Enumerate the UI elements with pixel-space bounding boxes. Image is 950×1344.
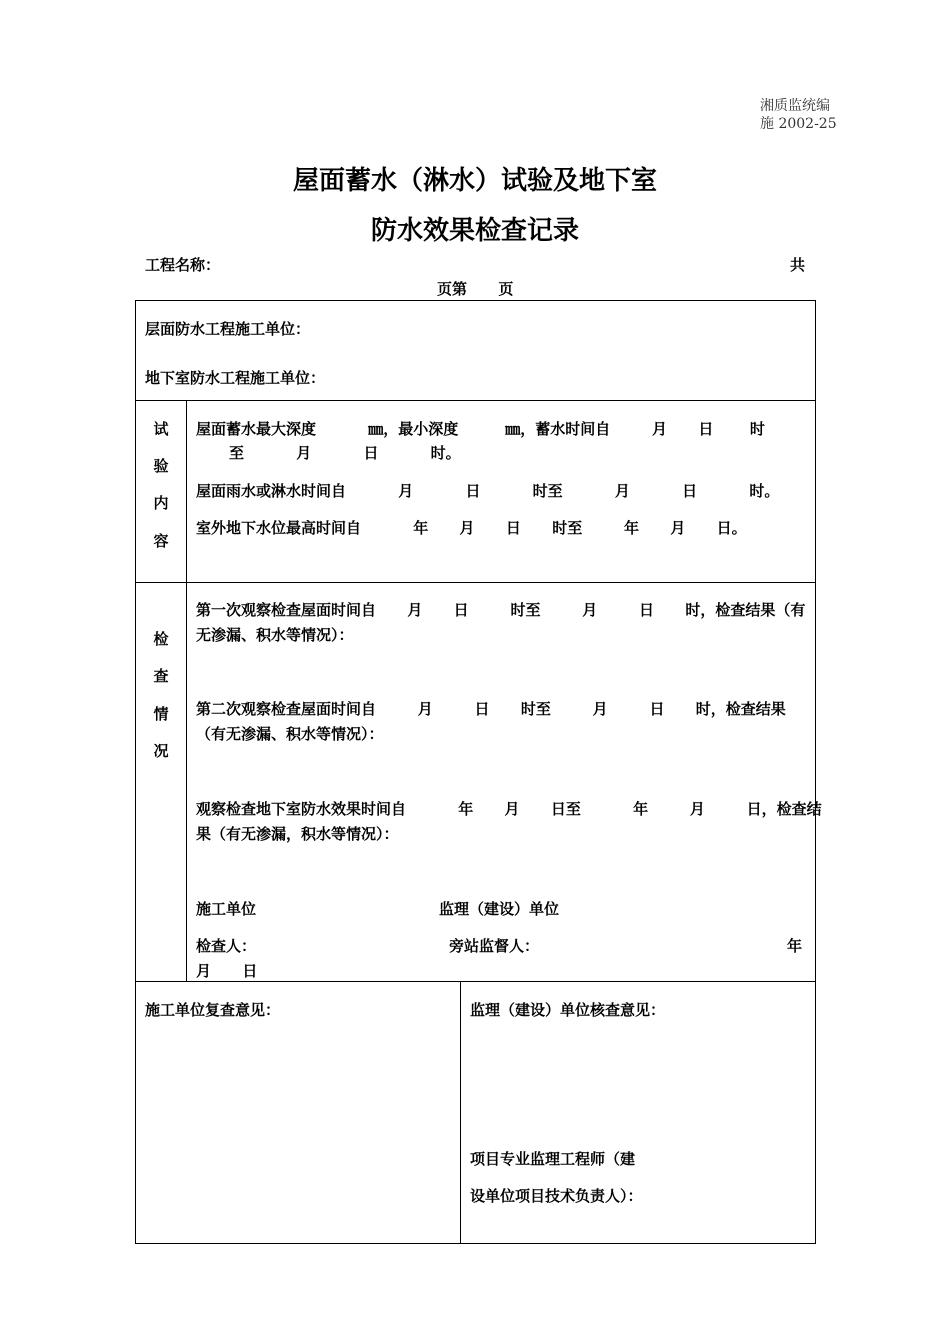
table-border-bottom [135,1243,816,1244]
basement-observation-line: 观察检查地下室防水效果时间自 年 月 日至 年 月 日，检查结 [196,800,822,818]
date-month-day-label: 月 日 [196,962,258,980]
table-border-right [815,300,816,1244]
second-observation-result-label: （有无渗漏、积水等情况）： [196,725,384,743]
second-observation-line: 第二次观察检查屋面时间自 月 日 时至 月 日 时，检查结果 [196,700,786,718]
page-number-label: 页第 页 [437,280,514,298]
roof-waterproof-unit-label: 层面防水工程施工单位： [145,320,311,338]
test-side-char: 试 [153,420,169,438]
water-storage-depth-line: 屋面蓄水最大深度 ㎜，最小深度 ㎜，蓄水时间自 月 日 时 [196,420,765,438]
table-divider [135,400,816,401]
supervision-unit-label: 监理（建设）单位 [439,900,560,918]
inspection-side-char: 情 [153,705,169,723]
basement-waterproof-unit-label: 地下室防水工程施工单位： [145,369,326,387]
construction-unit-label: 施工单位 [196,900,257,918]
table-divider [135,981,816,982]
supervising-engineer-label-line1: 项目专业监理工程师（建 [470,1150,636,1168]
groundwater-level-time-line: 室外地下水位最高时间自 年 月 日 时至 年 月 日。 [196,519,747,537]
table-border-left [135,300,136,1244]
page-title-line1: 屋面蓄水（淋水）试验及地下室 [292,166,657,196]
inspection-side-char: 况 [153,742,169,760]
test-side-char: 内 [153,494,169,512]
table-divider [135,582,816,583]
test-side-char: 容 [153,532,169,550]
table-column-divider [186,400,187,982]
site-supervisor-label: 旁站监督人： [449,937,540,955]
basement-observation-result-label: 果（有无渗漏，积水等情况）： [196,825,399,843]
date-year-label: 年 [787,937,803,955]
construction-review-label: 施工单位复查意见： [145,1001,281,1019]
table-column-divider [460,981,461,1244]
table-border-top [135,300,816,301]
supervision-review-label: 监理（建设）单位核查意见： [470,1001,666,1019]
test-side-char: 验 [153,457,169,475]
total-pages-label: 共 [790,256,806,274]
form-code-line1: 湘质监统编 [760,98,830,114]
project-name-label: 工程名称： [145,256,221,274]
page-title-line2: 防水效果检查记录 [370,216,579,246]
inspection-side-char: 检 [153,630,169,648]
water-storage-end-line: 至 月 日 时。 [229,444,461,462]
first-observation-result-label: 无渗漏、积水等情况）： [196,626,354,644]
supervising-engineer-label-line2: 设单位项目技术负责人）： [470,1187,643,1205]
rain-sprinkle-time-line: 屋面雨水或淋水时间自 月 日 时至 月 日 时。 [196,482,780,500]
inspector-label: 检查人： [196,937,257,955]
form-code-line2: 施 2002-25 [760,116,837,132]
first-observation-line: 第一次观察检查屋面时间自 月 日 时至 月 日 时，检查结果（有 [196,601,806,619]
inspection-side-char: 查 [153,667,169,685]
